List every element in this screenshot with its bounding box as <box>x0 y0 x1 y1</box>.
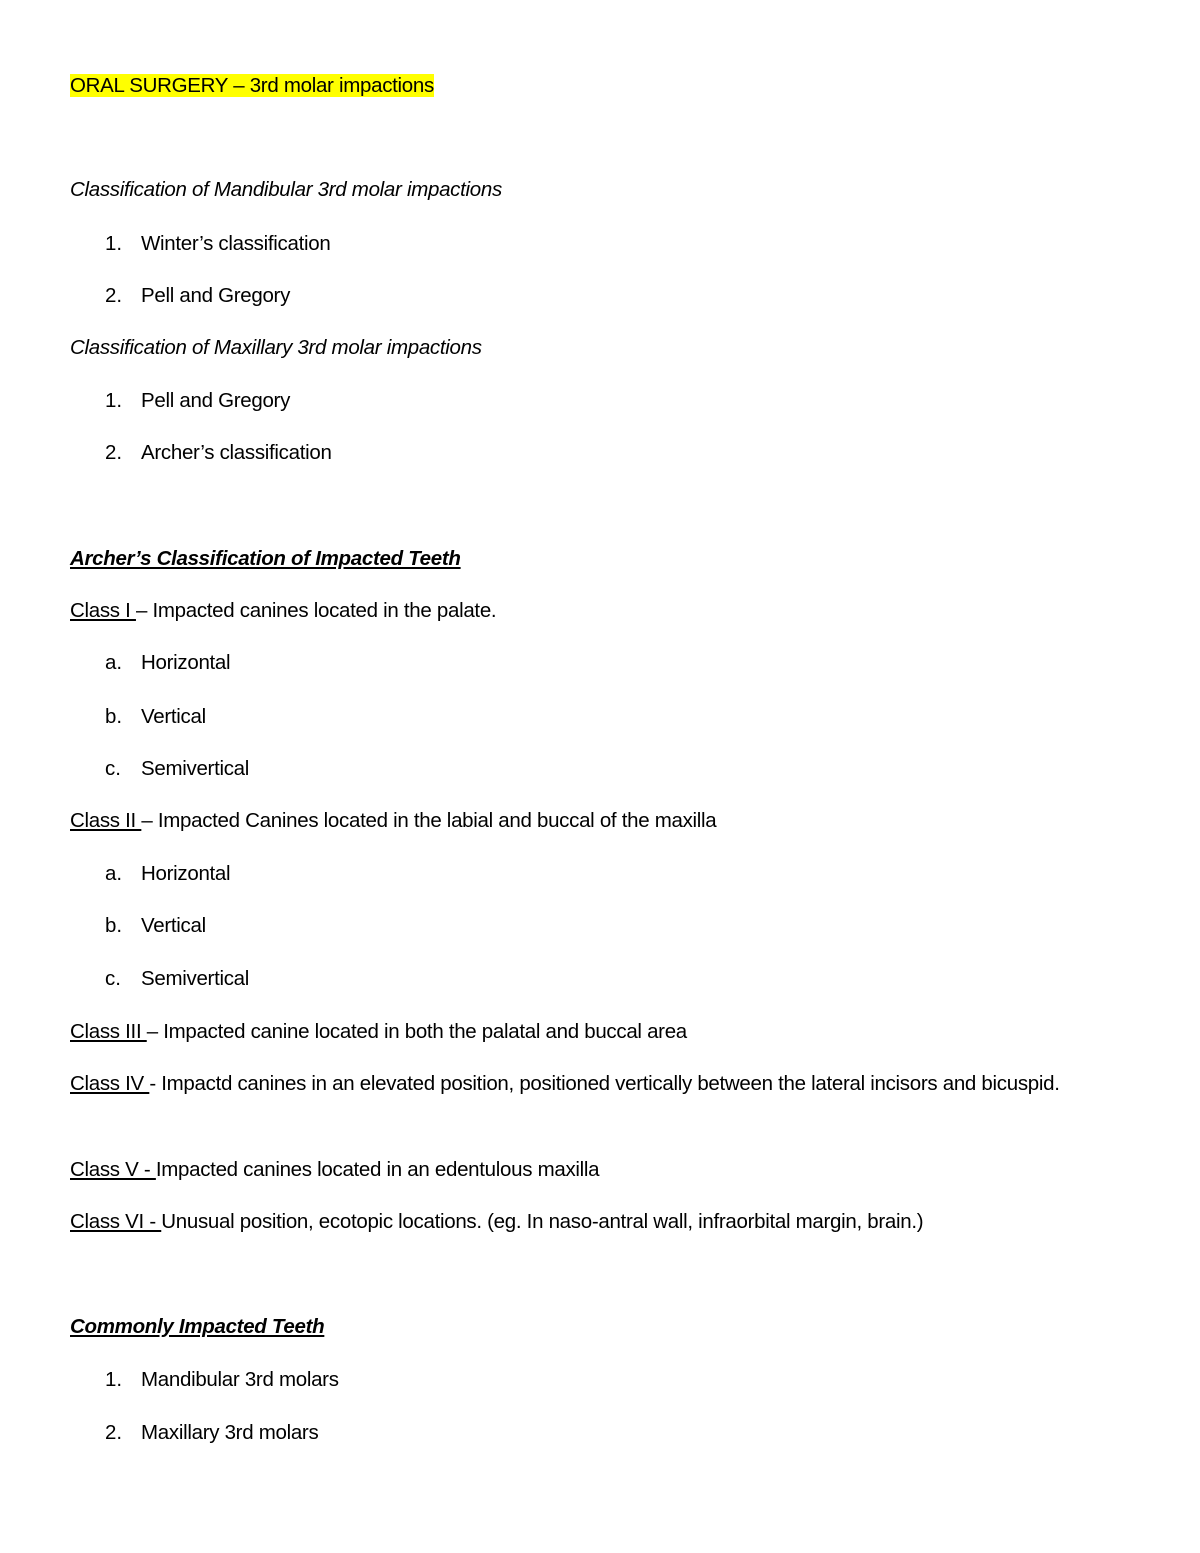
list-marker: a. <box>105 862 123 885</box>
class-4-line <box>70 1067 1130 1100</box>
list-marker: a. <box>105 651 123 674</box>
class-3-line <box>70 1019 687 1045</box>
class-description: - Impactd canines in an elevated position, positioned vertically between the lateral incisors and bicuspid. <box>149 1072 1060 1095</box>
document-title <box>70 73 434 99</box>
common-heading: Commonly Impacted Teeth <box>70 1315 325 1338</box>
class-label: Class III <box>70 1020 147 1043</box>
list-marker: b. <box>105 914 123 937</box>
list-marker: 1. <box>105 389 123 412</box>
class-description: Unusual position, ecotopic locations. (eg. In naso-antral wall, infraorbital margin, brain.) <box>161 1210 924 1233</box>
class-description: – Impacted canine located in both the palatal and buccal area <box>146 1020 687 1043</box>
class-1-line <box>70 598 496 624</box>
class-description: – Impacted Canines located in the labial and buccal of the maxilla <box>141 809 717 832</box>
list-item: Mandibular 3rd molars <box>141 1368 339 1391</box>
list-item: Maxillary 3rd molars <box>141 1421 319 1444</box>
list-item: Vertical <box>141 914 206 937</box>
maxillary-heading: Classification of Maxillary 3rd molar impactions <box>70 336 482 359</box>
list-marker: 1. <box>105 232 123 255</box>
class-label: Class VI - <box>70 1210 162 1233</box>
class-2-line <box>70 808 716 834</box>
title-highlight: ORAL SURGERY – 3rd molar impactions <box>70 74 434 97</box>
list-marker: 2. <box>105 441 123 464</box>
class-label: Class I <box>70 599 136 622</box>
list-item: Pell and Gregory <box>141 389 291 412</box>
list-item: Horizontal <box>141 862 231 885</box>
mandibular-heading: Classification of Mandibular 3rd molar impactions <box>70 178 502 201</box>
class-label: Class V - <box>70 1158 156 1181</box>
class-6-line <box>70 1209 923 1235</box>
list-marker: c. <box>105 967 121 990</box>
class-label: Class II <box>70 809 142 832</box>
archer-heading: Archer’s Classification of Impacted Teeth <box>70 547 461 570</box>
class-5-line <box>70 1157 599 1183</box>
list-marker: 1. <box>105 1368 123 1391</box>
list-marker: 2. <box>105 284 123 307</box>
list-item: Semivertical <box>141 967 250 990</box>
class-description: Impacted canines located in an edentulous maxilla <box>155 1158 600 1181</box>
list-marker: b. <box>105 705 123 728</box>
list-item: Winter’s classification <box>141 232 331 255</box>
class-description: – Impacted canines located in the palate. <box>135 599 497 622</box>
list-item: Semivertical <box>141 757 250 780</box>
list-item: Horizontal <box>141 651 231 674</box>
class-label: Class IV <box>70 1072 150 1095</box>
list-item: Pell and Gregory <box>141 284 291 307</box>
list-item: Archer’s classification <box>141 441 332 464</box>
list-marker: 2. <box>105 1421 123 1444</box>
list-marker: c. <box>105 757 121 780</box>
list-item: Vertical <box>141 705 206 728</box>
